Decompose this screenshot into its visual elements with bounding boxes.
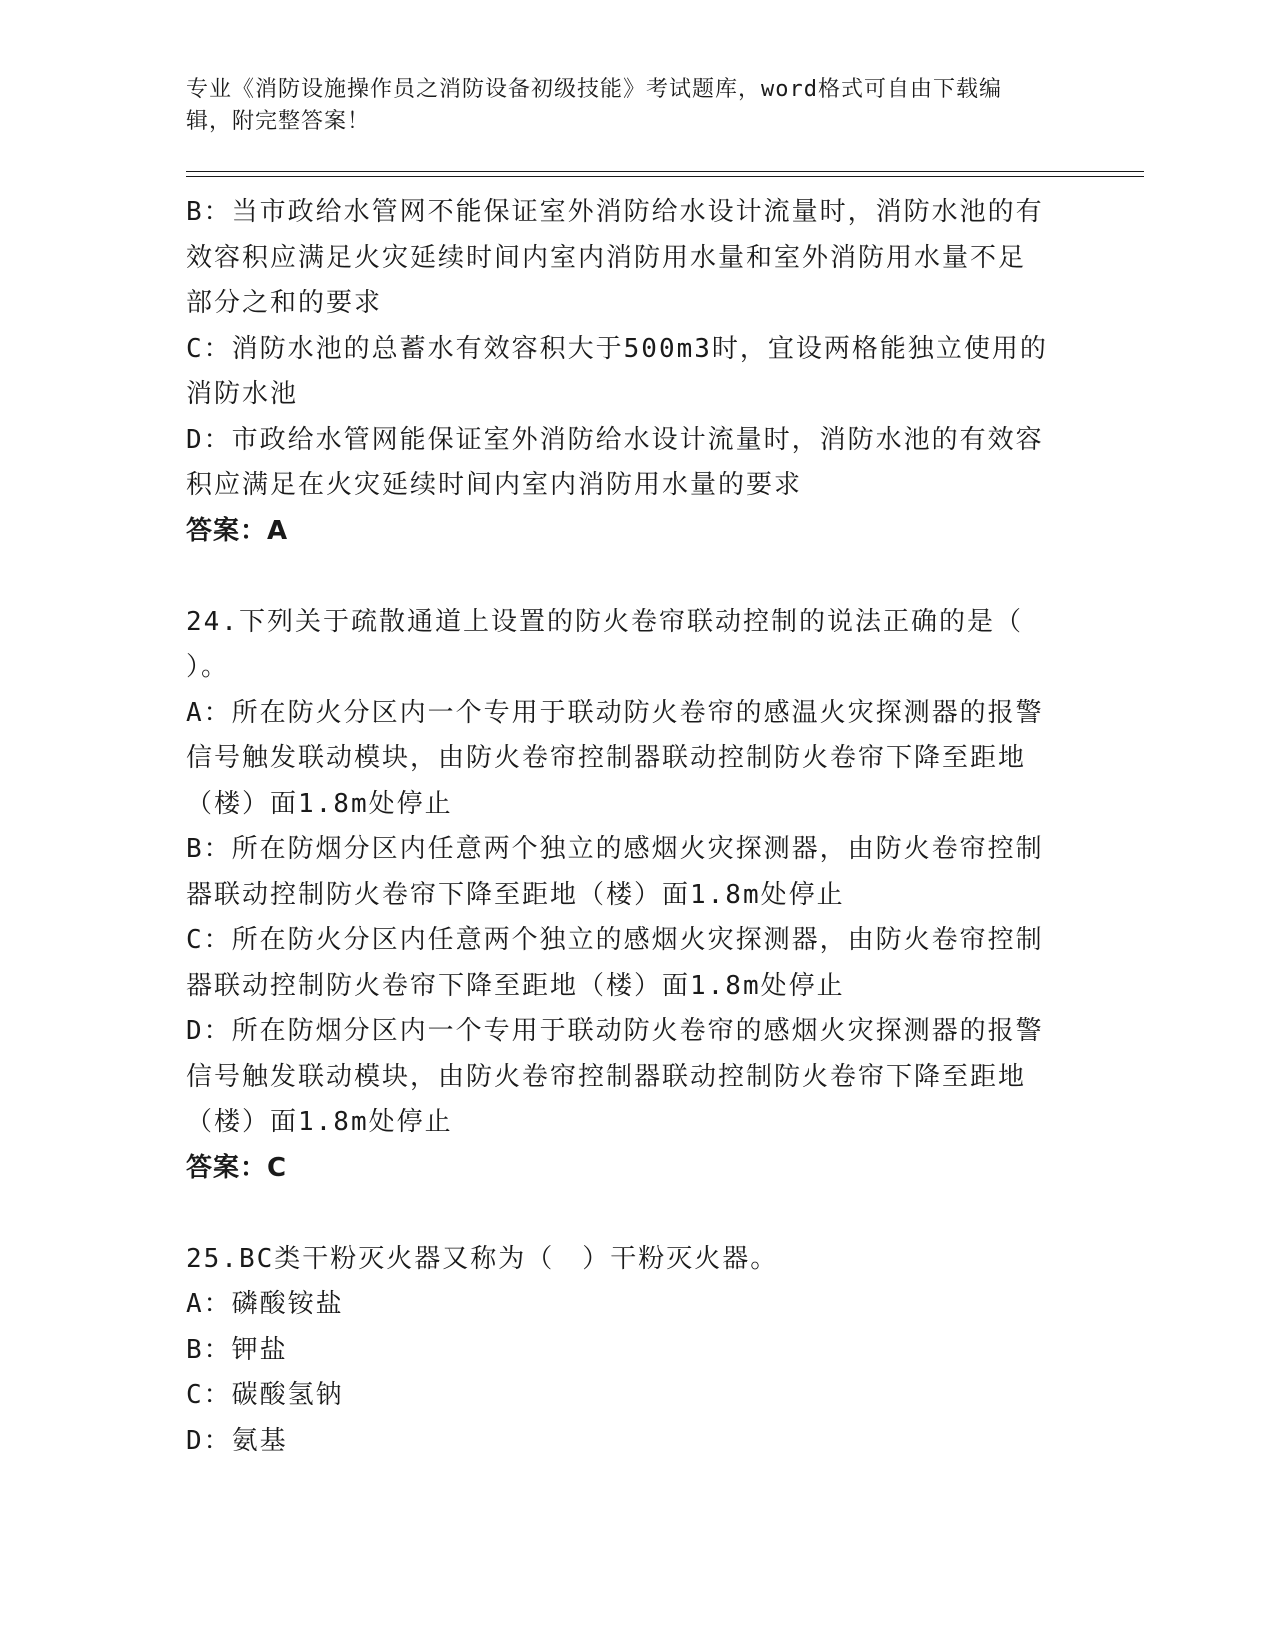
header-rule-bottom	[186, 176, 1144, 177]
q24-option-a-line-1: A：所在防火分区内一个专用于联动防火卷帘的感温火灾探测器的报警	[186, 697, 1044, 728]
q24-option-a-line-2: 信号触发联动模块，由防火卷帘控制器联动控制防火卷帘下降至距地	[186, 743, 1027, 773]
q24-option-a-line-3: （楼）面1.8m处停止	[186, 788, 453, 819]
q24-option-d-line-3: （楼）面1.8m处停止	[186, 1107, 453, 1137]
q24-answer: 答案：C	[186, 1152, 288, 1183]
q23-option-d-line-2: 积应满足在火灾延续时间内室内消防用水量的要求	[186, 470, 803, 500]
q23-option-b-line-3: 部分之和的要求	[186, 288, 383, 318]
q24-option-c-line-1: C：所在防火分区内任意两个独立的感烟火灾探测器，由防火卷帘控制	[186, 925, 1044, 955]
question-23-options	[186, 190, 1106, 554]
q23-option-b-line-1: B：当市政给水管网不能保证室外消防给水设计流量时，消防水池的有	[186, 197, 1044, 227]
q24-option-c-line-2: 器联动控制防火卷帘下降至距地（楼）面1.8m处停止	[186, 970, 845, 1001]
question-25	[186, 1237, 1106, 1465]
q23-option-b-line-2: 效容积应满足火灾延续时间内室内消防用水量和室外消防用水量不足	[186, 242, 1027, 273]
spacer	[186, 554, 1106, 600]
q23-answer: 答案：A	[186, 515, 289, 546]
q23-option-c-line-2: 消防水池	[186, 379, 299, 409]
q24-option-b-line-1: B：所在防烟分区内任意两个独立的感烟火灾探测器，由防火卷帘控制	[186, 834, 1044, 864]
q24-option-b-line-2: 器联动控制防火卷帘下降至距地（楼）面1.8m处停止	[186, 879, 845, 910]
q23-option-c-line-1: C：消防水池的总蓄水有效容积大于500m3时，宜设两格能独立使用的	[186, 333, 1048, 364]
page-header	[186, 74, 1066, 138]
spacer	[186, 1191, 1106, 1237]
q25-option-a: A：磷酸铵盐	[186, 1289, 344, 1319]
document-body	[186, 190, 1106, 1464]
q25-option-d: D：氨基	[186, 1425, 288, 1456]
question-24	[186, 600, 1106, 1192]
q23-option-d-line-1: D：市政给水管网能保证室外消防给水设计流量时，消防水池的有效容	[186, 424, 1044, 455]
q24-option-d-line-1: D：所在防烟分区内一个专用于联动防火卷帘的感烟火灾探测器的报警	[186, 1016, 1044, 1046]
header-line-2: 辑，附完整答案！	[186, 109, 371, 134]
q24-stem-line-1: 24.下列关于疏散通道上设置的防火卷帘联动控制的说法正确的是（	[186, 606, 1023, 637]
header-rule-top	[186, 171, 1144, 172]
q25-option-b: B：钾盐	[186, 1334, 288, 1365]
q25-option-c: C：碳酸氢钠	[186, 1380, 344, 1410]
q25-stem: 25.BC类干粉灭火器又称为（ ）干粉灭火器。	[186, 1243, 779, 1274]
q24-stem-line-2: ）。	[186, 652, 230, 682]
header-line-1: 专业《消防设施操作员之消防设备初级技能》考试题库，word格式可自由下载编	[186, 77, 1002, 102]
q24-option-d-line-2: 信号触发联动模块，由防火卷帘控制器联动控制防火卷帘下降至距地	[186, 1061, 1027, 1092]
